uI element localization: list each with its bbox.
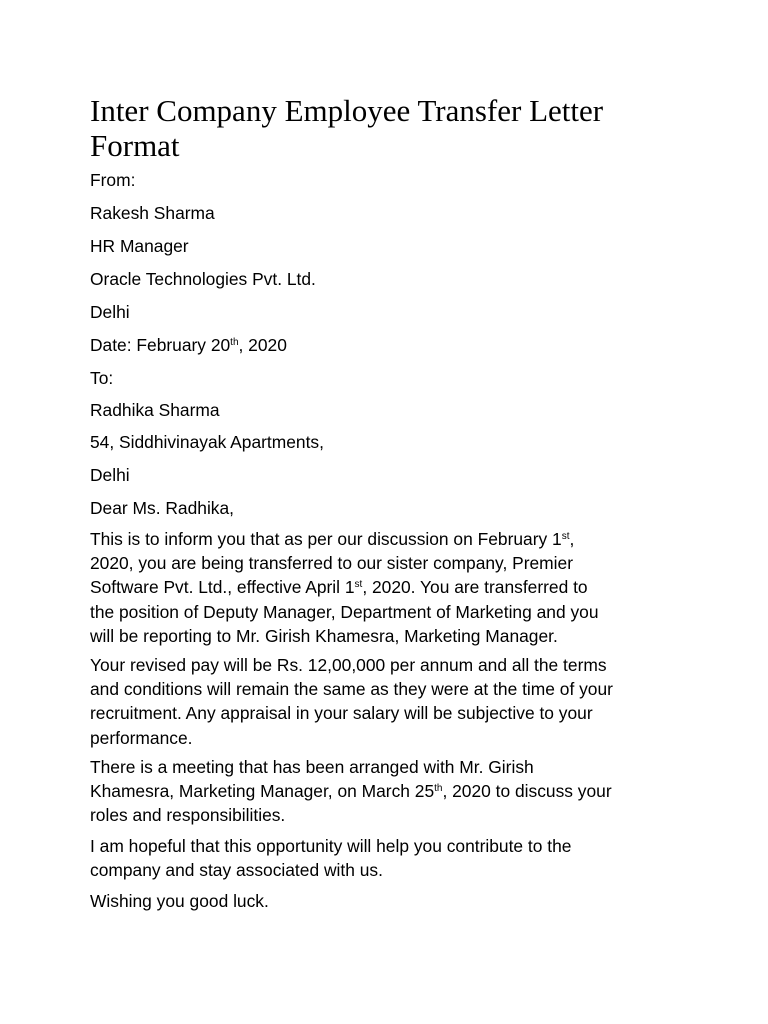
salutation: Dear Ms. Radhika, — [90, 498, 235, 518]
paragraph-revised-pay: Your revised pay will be Rs. 12,00,000 per annum and all the terms and conditions will remain the same as they were at the time of your recruitment. Any appraisal in your salary will be subjective to your performance. — [90, 655, 613, 748]
letter-date: Date: February 20th, 2020 — [90, 335, 287, 355]
from-label: From: — [90, 170, 136, 190]
closing-line: Wishing you good luck. — [90, 891, 269, 911]
sender-name: Rakesh Sharma — [90, 203, 215, 223]
recipient-city: Delhi — [90, 465, 130, 485]
paragraph-transfer-notice: This is to inform you that as per our discussion on February 1st, 2020, you are being transferred to our sister company, Premier Software Pvt. Ltd., effective April 1st, 2020. You are transferred to the position of Deputy Manager, Department of Marketing and you will be reporting to Mr. Girish Khamesra, Marketing Manager. — [90, 529, 599, 646]
title-line-1: Inter Company Employee Transfer Letter — [90, 93, 604, 128]
to-label: To: — [90, 368, 114, 388]
sender-city: Delhi — [90, 302, 130, 322]
recipient-name: Radhika Sharma — [90, 400, 220, 420]
recipient-address: 54, Siddhivinayak Apartments, — [90, 432, 324, 452]
sender-designation: HR Manager — [90, 236, 189, 256]
document-title — [90, 93, 690, 163]
title-line-2: Format — [90, 128, 180, 163]
paragraph-meeting: There is a meeting that has been arranged with Mr. Girish Khamesra, Marketing Manager, on March 25th, 2020 to discuss your roles and responsibilities. — [90, 757, 612, 826]
sender-company: Oracle Technologies Pvt. Ltd. — [90, 269, 316, 289]
paragraph-hopeful: I am hopeful that this opportunity will help you contribute to the company and stay associated with us. — [90, 836, 572, 881]
